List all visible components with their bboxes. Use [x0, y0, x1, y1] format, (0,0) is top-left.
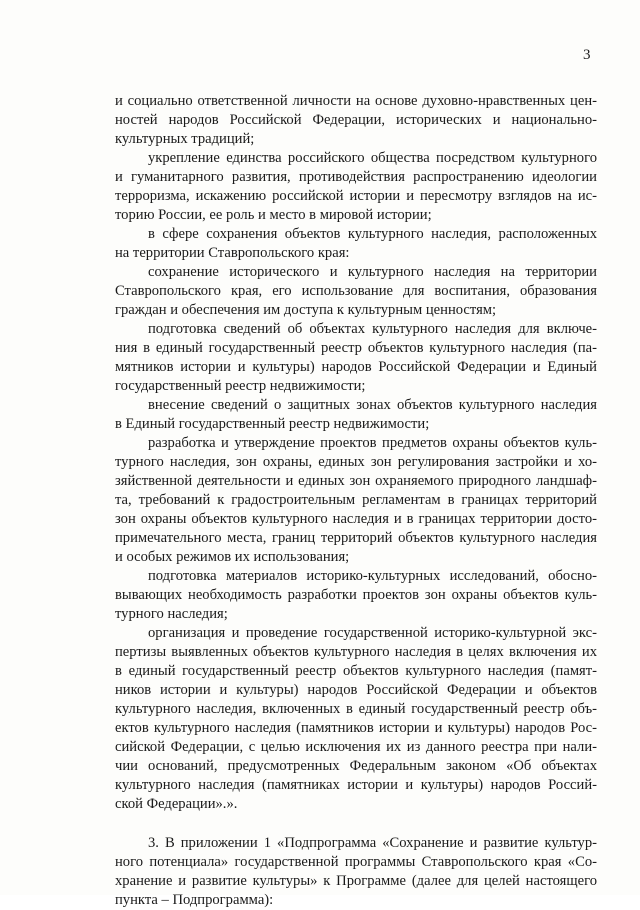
text-line: и особых режимов их использования;: [115, 549, 350, 565]
text-line: подготовка сведений об объектах культурного наследия для включе-: [148, 321, 597, 337]
text-line: пертизы выявленных объектов культурного наследия в целях включения их: [115, 644, 597, 660]
text-line: ской Федерации».».: [115, 796, 238, 812]
page-number: 3: [583, 47, 591, 63]
text-line: зяйственной деятельности и единых зон охраняемого природного ландшаф-: [115, 473, 597, 489]
text-line: внесение сведений о защитных зонах объектов культурного наследия: [148, 397, 597, 413]
text-line: вывающих необходимость разработки проектов зон охраны объектов куль-: [115, 587, 597, 603]
text-line: зон охраны объектов культурного наследия и в границах территории досто-: [115, 511, 597, 527]
text-line: и социально ответственной личности на основе духовно-нравственных цен-: [115, 93, 597, 109]
text-line: подготовка материалов историко-культурных исследований, обосно-: [148, 568, 597, 584]
paragraph-gap: [115, 814, 597, 834]
text-line: культурных традиций;: [115, 131, 255, 147]
text-line: укрепление единства российского общества посредством культурного: [148, 150, 597, 166]
text-line: сохранение исторического и культурного наследия на территории: [148, 264, 597, 280]
text-line: та, требований к градостроительным регламентам в границах территорий: [115, 492, 597, 508]
text-line: сийской Федерации, с целью исключения их из данного реестра при нали-: [115, 739, 597, 755]
text-line: пункта – Подпрограмма):: [115, 892, 274, 908]
text-line: турного наследия;: [115, 606, 228, 622]
text-line: и гуманитарного развития, противодействия распространению идеологии: [115, 169, 597, 185]
text-line: Ставропольского края, его использование для воспитания, образования: [115, 283, 597, 299]
text-line: терроризма, искажению российской истории и пересмотру взглядов на ис-: [115, 188, 597, 204]
text-line: в единый государственный реестр объектов культурного наследия (памят-: [115, 663, 597, 679]
text-line: хранение и развитие культуры» к Программе (далее для целей настоящего: [115, 873, 597, 889]
text-line: граждан и обеспечения им доступа к культурным ценностям;: [115, 302, 497, 318]
text-line: ектов культурного наследия (памятников истории и культуры) народов Рос-: [115, 720, 597, 736]
text-line: мятников истории и культуры) народов Российской Федерации и Единый: [115, 359, 597, 375]
text-line: ния в единый государственный реестр объектов культурного наследия (па-: [115, 340, 597, 356]
text-line: примечательного места, границ территорий объектов культурного наследия: [115, 530, 597, 546]
text-line: ного потенциала» государственной программы Ставропольского края «Со-: [115, 854, 597, 870]
text-line: ностей народов Российской Федерации, исторических и национально-: [115, 112, 597, 128]
text-line: в сфере сохранения объектов культурного наследия, расположенных: [148, 226, 597, 242]
text-line: 3. В приложении 1 «Подпрограмма «Сохранение и развитие культур-: [148, 835, 597, 851]
text-line: на территории Ставропольского края:: [115, 245, 350, 261]
document-body: [115, 92, 597, 910]
text-line: турного наследия, зон охраны, единых зон регулирования застройки и хо-: [115, 454, 597, 470]
text-line: разработка и утверждение проектов предметов охраны объектов куль-: [148, 435, 597, 451]
text-line: в Единый государственный реестр недвижимости;: [115, 416, 430, 432]
text-line: культурного наследия (памятниках истории и культуры) народов Россий-: [115, 777, 597, 793]
text-line: ников истории и культуры) народов Российской Федерации и объектов: [115, 682, 597, 698]
text-line: культурного наследия, включенных в единый государственный реестр объ-: [115, 701, 597, 717]
text-line: торию России, ее роль и место в мировой истории;: [115, 207, 432, 223]
text-line: чии оснований, предусмотренных Федеральным законом «Об объектах: [115, 758, 597, 774]
text-line: организация и проведение государственной историко-культурной экс-: [148, 625, 597, 641]
text-line: государственный реестр недвижимости;: [115, 378, 366, 394]
